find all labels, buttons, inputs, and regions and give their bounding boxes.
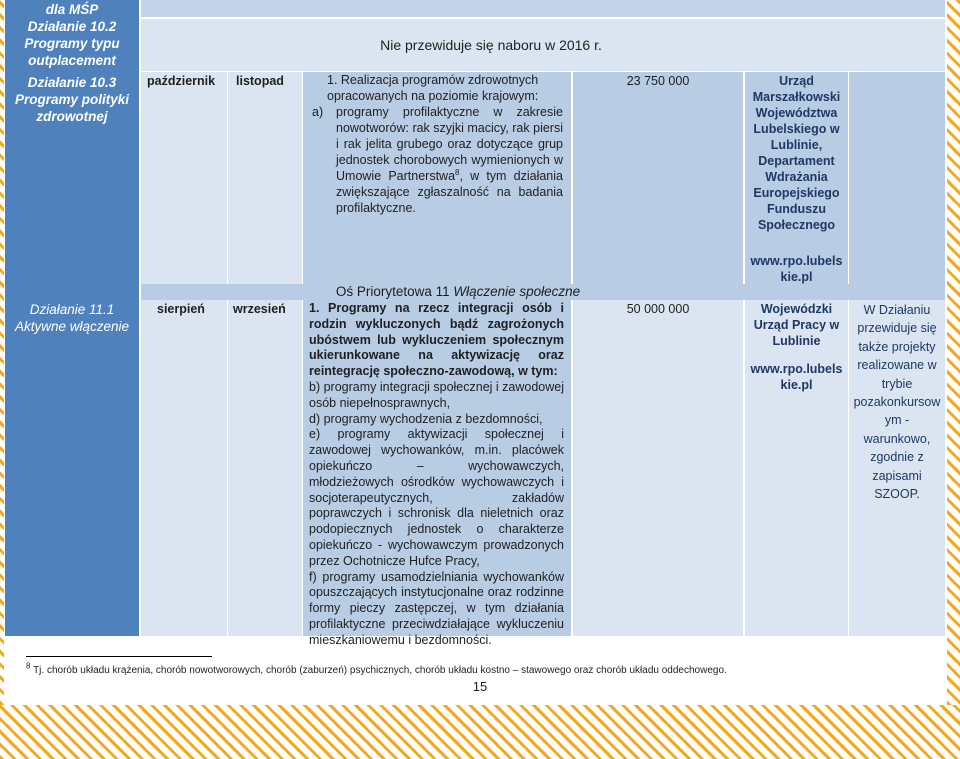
left-band-blue <box>5 284 139 300</box>
amount: 23 750 000 <box>626 74 690 88</box>
end-month: wrzesień <box>233 302 286 316</box>
footnote-separator <box>26 656 212 657</box>
remarks-cell-empty <box>849 72 945 284</box>
start-month: sierpień <box>157 302 205 316</box>
row-label-dzialanie-11-1: Działanie 11.1 Aktywne włączenie <box>5 300 139 636</box>
end-month: listopad <box>236 74 284 88</box>
priority-axis-title: Oś Priorytetowa 11 Włączenie społeczne <box>335 284 581 299</box>
institution-cell: Urząd Marszałkowski Województwa Lubelskiego w Lublinie, Departament Wdrażania Europejskiego Funduszu Społecznego www.rpo.lubels kie.pl <box>745 72 848 284</box>
description-subitem: a) programy profilaktyczne w zakresie nowotworów: rak szyjki macicy, rak piersi i rak jelita grubego oraz dotyczące grup jednostek chorobowych wymienionych w Umowie Partnerstwa$^8$, w tym działania zwiększające zgłaszalność na badania profilaktyczne. <box>312 105 563 215</box>
remarks-cell: W Działaniu przewiduje się także projekty realizowane w trybie pozakonkursow ym - warunkowo, zgodnie z zapisami SZOOP. <box>849 300 945 636</box>
list-item: f) programy usamodzielniania wychowanków opuszczających instytucjonalne oraz rodzinne formy pieczy zastępczej, w tym działania profilaktyczne przeciwdziałające wykluczeniu mieszkaniowemu i bezdomności. <box>309 569 564 647</box>
start-month-cell <box>141 72 227 284</box>
footnote-reference[interactable]: 8 <box>455 167 460 177</box>
description-intro: 1. Programy na rzecz integracji osób i rodzin wykluczonych bądź zagrożonych ubóstwem lub wykluczeniem społecznym ukierunkowane na aktywizację oraz reintegrację społeczno-zawodową, w tym: <box>309 301 564 379</box>
banner-text: Nie przewiduje się naboru w 2016 r. <box>380 37 602 53</box>
amount-cell-2 <box>573 300 743 636</box>
banner-cell <box>141 19 945 71</box>
end-month-cell-2 <box>228 300 302 636</box>
institution-website-link[interactable]: www.rpo.lubels kie.pl <box>750 254 843 284</box>
start-month: październik <box>147 74 216 88</box>
footnote <box>26 661 926 677</box>
start-month-cell-2 <box>141 300 227 636</box>
description-intro: 1. Realizacja programów zdrowotnych opracowanych na poziomie krajowym: <box>327 73 539 103</box>
footnote-marker: 8 <box>26 661 31 671</box>
decorative-hatching-right <box>947 0 960 730</box>
list-item: e) programy aktywizacji społecznej i zawodowej wychowanków, m.in. placówek opiekuńczo – wychowawczych, młodzieżowych ośrodków wychowawczych i socjoterapeutycznych, zakładów poprawczych i schronisk dla nieletnich oraz podopiecznych jednostek o charakterze opiekuńczo - wychowawczym prowadzonych przez Ochotnicze Hufce Pracy, <box>309 427 564 568</box>
page-number: 15 <box>472 679 488 694</box>
list-item: b) programy integracji społecznej i zawodowej osób niepełnosprawnych, <box>309 379 564 410</box>
footnote-text: Tj. chorób układu krążenia, chorób nowotworowych, chorób (zaburzeń) psychicznych, chorób układu kostno – stawowego oraz chorób układu oddechowego. <box>33 665 727 676</box>
row-label-dzialanie-10-3: Działanie 10.3 Programy polityki zdrowotnej <box>5 74 139 284</box>
description-cell-2 <box>303 300 571 647</box>
end-month-cell <box>228 72 302 284</box>
amount-cell <box>573 72 743 284</box>
institution-website-link[interactable]: www.rpo.lubels kie.pl <box>750 362 843 392</box>
banner-strip-top <box>141 0 945 17</box>
list-item: d) programy wychodzenia z bezdomności, <box>309 411 543 426</box>
row-label-outplacement: dla MŚP Działanie 10.2 Programy typu outplacement <box>5 0 139 74</box>
decorative-hatching-bottom <box>0 705 960 759</box>
amount: 50 000 000 <box>626 302 690 316</box>
description-cell <box>303 72 571 284</box>
institution-cell-2: Wojewódzki Urząd Pracy w Lublinie www.rpo.lubels kie.pl <box>745 300 848 636</box>
decorative-hatching-left <box>0 0 4 730</box>
